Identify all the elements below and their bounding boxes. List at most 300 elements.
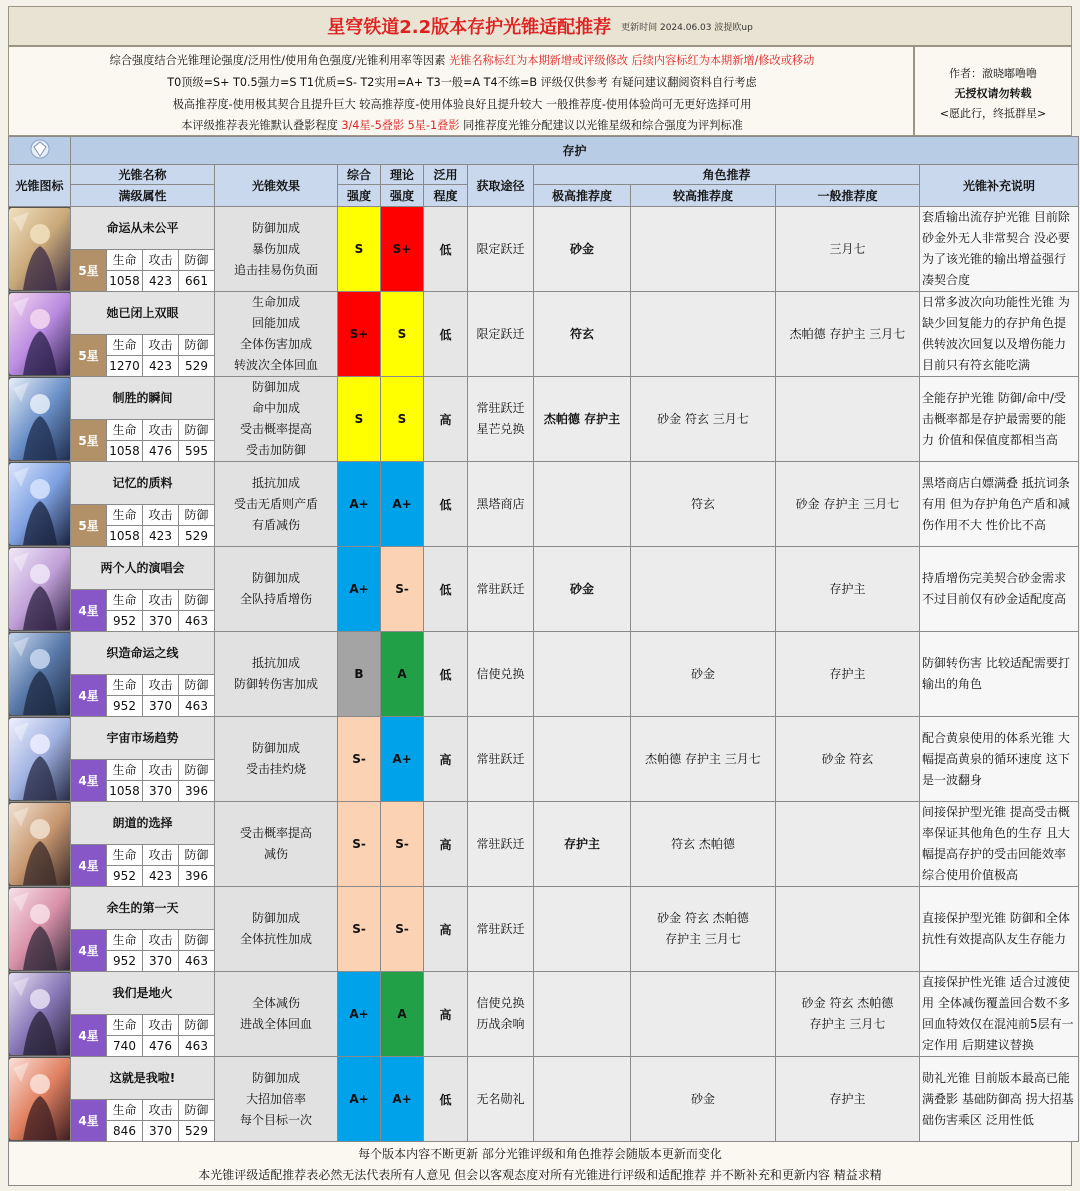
lightcone-art-icon [9, 718, 71, 800]
lightcone-note: 配合黄泉使用的体系光锥 大幅提高黄泉的循环速度 这下是一波翻身 [920, 717, 1079, 802]
col-theory-1: 理论 [381, 165, 424, 185]
stat-hp [107, 1099, 143, 1142]
stat-label: 攻击 [143, 675, 178, 696]
stat-value: 476 [149, 1038, 172, 1053]
col-theory-2: 强度 [381, 185, 424, 207]
very-high-recommend [534, 972, 631, 1057]
lightcone-art-icon [9, 1058, 71, 1140]
usage-level: 高 [424, 972, 468, 1057]
lightcone-note: 直接保护型光锥 防御和全体抗性有效提高队友生存能力 [920, 887, 1079, 972]
lightcone-art-icon [9, 973, 71, 1055]
high-recommend [631, 207, 776, 292]
overall-grade: A+ [338, 547, 381, 632]
stat-label: 防御 [179, 335, 214, 356]
stat-hp [107, 844, 143, 887]
role-line: 符玄 [569, 326, 594, 341]
effect-line: 防御加成 [251, 380, 300, 394]
lightcone-image-cell [9, 462, 71, 547]
stat-value: 1058 [109, 528, 140, 543]
very-high-recommend [534, 632, 631, 717]
effect-line: 回能加成 [251, 316, 300, 330]
normal-recommend [776, 207, 920, 292]
lightcone-effect [215, 887, 338, 972]
lightcone-name: 制胜的瞬间 [71, 377, 215, 420]
lightcone-image-cell [9, 377, 71, 462]
stat-atk [143, 674, 179, 717]
usage-level: 低 [424, 547, 468, 632]
lightcone-image-cell [9, 972, 71, 1057]
normal-recommend [776, 1057, 920, 1142]
col-name: 光锥名称 [71, 165, 215, 185]
preservation-path-icon [29, 138, 51, 160]
stat-value: 529 [185, 358, 208, 373]
effect-line: 全体伤害加成 [239, 337, 312, 351]
stat-label: 攻击 [143, 1100, 178, 1121]
stat-value: 370 [149, 953, 172, 968]
stat-value: 396 [185, 868, 208, 883]
overall-grade: B [338, 632, 381, 717]
stat-value: 952 [113, 613, 136, 628]
table-row [9, 462, 1079, 505]
high-recommend [631, 377, 776, 462]
stat-label: 攻击 [143, 250, 178, 271]
lightcone-table [8, 136, 1079, 1142]
high-recommend [631, 632, 776, 717]
lightcone-note: 间接保护型光锥 提高受击概率保证其他角色的生存 且大幅提高存护的受击回能效率 综合使用价值极高 [920, 802, 1079, 887]
stat-atk [143, 589, 179, 632]
rarity-badge: 4星 [71, 844, 107, 887]
role-line: 三月七 [829, 241, 866, 256]
lightcone-effect [215, 207, 338, 292]
stat-label: 生命 [107, 335, 142, 356]
stat-atk [143, 249, 179, 292]
lightcone-image-cell [9, 1057, 71, 1142]
stat-hp [107, 759, 143, 802]
stat-def [179, 1014, 215, 1057]
footer-line-1: 每个版本内容不断更新 部分光锥评级和角色推荐会随版本更新而变化 [358, 1147, 722, 1161]
stat-value: 396 [185, 783, 208, 798]
table-row [9, 802, 1079, 845]
stat-value: 1058 [109, 273, 140, 288]
table-row [9, 887, 1079, 930]
usage-level: 低 [424, 1057, 468, 1142]
stat-value: 463 [185, 698, 208, 713]
stat-hp [107, 504, 143, 547]
lightcone-effect [215, 462, 338, 547]
stat-hp [107, 589, 143, 632]
stat-label: 攻击 [143, 420, 178, 441]
table-row [9, 547, 1079, 590]
stat-atk [143, 1014, 179, 1057]
lightcone-art-icon [9, 888, 71, 970]
very-high-recommend [534, 207, 631, 292]
role-line: 杰帕德 存护主 三月七 [789, 326, 906, 341]
stat-label: 防御 [179, 675, 214, 696]
stat-value: 476 [149, 443, 172, 458]
source-line: 历战余响 [476, 1017, 525, 1031]
section-title: 存护 [71, 137, 1079, 165]
source-line: 信使兑换 [476, 996, 525, 1010]
acquire-source [468, 377, 534, 462]
rarity-badge: 5星 [71, 334, 107, 377]
role-line: 存护主 [829, 666, 866, 681]
overall-grade: A+ [338, 972, 381, 1057]
effect-line: 防御加成 [251, 571, 300, 585]
effect-line: 受击加防御 [245, 443, 306, 457]
stat-def [179, 249, 215, 292]
stat-label: 生命 [107, 590, 142, 611]
stat-atk [143, 504, 179, 547]
effect-line: 有盾减伤 [251, 517, 300, 532]
source-line: 常驻跃迁 [476, 751, 525, 766]
normal-recommend [776, 292, 920, 377]
author-box [914, 46, 1072, 136]
stat-label: 防御 [179, 505, 214, 526]
usage-level: 高 [424, 717, 468, 802]
stat-def [179, 589, 215, 632]
high-recommend [631, 462, 776, 547]
lightcone-art-icon [9, 803, 71, 885]
role-line: 存护主 [829, 1091, 866, 1106]
stat-def [179, 1099, 215, 1142]
lightcone-image-cell [9, 547, 71, 632]
lightcone-name: 这就是我啦! [71, 1057, 215, 1100]
high-recommend [631, 292, 776, 377]
effect-line: 每个目标一次 [239, 1112, 312, 1127]
effect-line: 受击无盾则产盾 [233, 496, 318, 511]
col-overall-1: 综合 [338, 165, 381, 185]
acquire-source [468, 292, 534, 377]
stat-label: 攻击 [143, 930, 178, 951]
stat-value: 370 [149, 613, 172, 628]
stat-value: 529 [185, 1123, 208, 1138]
lightcone-effect [215, 717, 338, 802]
lightcone-image-cell [9, 887, 71, 972]
acquire-source [468, 207, 534, 292]
stat-label: 生命 [107, 760, 142, 781]
rarity-badge: 4星 [71, 1014, 107, 1057]
stat-value: 423 [149, 273, 172, 288]
footer [8, 1141, 1072, 1186]
lightcone-effect [215, 1057, 338, 1142]
effect-line: 防御加成 [251, 741, 300, 755]
stat-atk [143, 929, 179, 972]
theory-grade: S [381, 292, 424, 377]
stat-label: 攻击 [143, 845, 178, 866]
effect-line: 暴伤加成 [251, 241, 300, 256]
lightcone-art-icon [9, 208, 71, 290]
stat-label: 攻击 [143, 1015, 178, 1036]
effect-line: 生命加成 [251, 295, 300, 309]
theory-grade: S- [381, 547, 424, 632]
copyright-notice: 无授权请勿转载 [954, 87, 1032, 100]
stat-hp [107, 1014, 143, 1057]
theory-grade: A [381, 972, 424, 1057]
lightcone-art-icon [9, 463, 71, 545]
role-line: 符玄 杰帕德 [671, 836, 735, 851]
stat-value: 423 [149, 528, 172, 543]
table-row [9, 377, 1079, 420]
normal-recommend [776, 887, 920, 972]
table-row [9, 972, 1079, 1015]
effect-line: 受击挂灼烧 [245, 762, 306, 776]
stat-value: 952 [113, 953, 136, 968]
stat-value: 952 [113, 868, 136, 883]
overall-grade: S+ [338, 292, 381, 377]
lightcone-name: 宇宙市场趋势 [71, 717, 215, 760]
normal-recommend [776, 717, 920, 802]
stat-hp [107, 419, 143, 462]
role-line: 符玄 [690, 496, 715, 511]
stat-atk [143, 334, 179, 377]
role-line: 存护主 三月七 [809, 1017, 886, 1031]
stat-value: 423 [149, 358, 172, 373]
note-line-4-red: 3/4星-5叠影 5星-1叠影 [341, 119, 460, 132]
normal-recommend [776, 377, 920, 462]
stat-value: 1058 [109, 443, 140, 458]
footer-line-2: 本光锥评级适配推荐表必然无法代表所有人意见 但会以客观态度对所有光锥进行评级和适配推荐 并不断补充和更新内容 精益求精 [198, 1168, 882, 1182]
lightcone-name: 余生的第一天 [71, 887, 215, 930]
very-high-recommend [534, 292, 631, 377]
stat-hp [107, 249, 143, 292]
usage-level: 低 [424, 462, 468, 547]
theory-grade: A+ [381, 717, 424, 802]
stat-label: 防御 [179, 845, 214, 866]
normal-recommend [776, 632, 920, 717]
note-line-1 [9, 52, 915, 68]
stat-hp [107, 929, 143, 972]
lightcone-note: 套盾输出流存护光锥 目前除砂金外无人非常契合 没必要为了该光锥的输出增益强行凑契合度 [920, 207, 1079, 292]
stat-hp [107, 334, 143, 377]
stat-def [179, 759, 215, 802]
acquire-source [468, 802, 534, 887]
table-row [9, 207, 1079, 250]
very-high-recommend [534, 717, 631, 802]
stat-label: 防御 [179, 420, 214, 441]
theory-grade: S- [381, 802, 424, 887]
usage-level: 低 [424, 632, 468, 717]
overall-grade: A+ [338, 462, 381, 547]
effect-line: 全队持盾增伤 [239, 592, 312, 606]
effect-line: 大招加倍率 [245, 1091, 306, 1106]
acquire-source [468, 632, 534, 717]
lightcone-effect [215, 972, 338, 1057]
effect-line: 全体减伤 [251, 996, 300, 1010]
col-note: 光锥补充说明 [920, 165, 1079, 207]
effect-line: 防御加成 [251, 1070, 300, 1085]
table-row [9, 717, 1079, 760]
effect-line: 防御加成 [251, 911, 300, 925]
theory-grade: S+ [381, 207, 424, 292]
stat-label: 生命 [107, 930, 142, 951]
effect-line: 进战全体回血 [239, 1017, 312, 1031]
effect-line: 防御加成 [251, 220, 300, 235]
stat-value: 846 [113, 1123, 136, 1138]
stat-value: 1270 [109, 358, 140, 373]
stat-label: 攻击 [143, 760, 178, 781]
lightcone-note: 勋礼光锥 目前版本最高已能满叠影 基础防御高 拐大招基础伤害乘区 泛用性低 [920, 1057, 1079, 1142]
stat-label: 攻击 [143, 335, 178, 356]
effect-line: 全体抗性加成 [239, 932, 312, 946]
lightcone-art-icon [9, 293, 71, 375]
note-line-3: 极高推荐度-使用极其契合且提升巨大 较高推荐度-使用体验良好且提升较大 一般推荐度-使用体验尚可无更好选择可用 [172, 98, 752, 111]
stat-value: 463 [185, 1038, 208, 1053]
theory-grade: A [381, 632, 424, 717]
col-icon: 光锥图标 [9, 165, 71, 207]
lightcone-note: 全能存护光锥 防御/命中/受击概率都是存护最需要的能力 价值和保值度都相当高 [920, 377, 1079, 462]
lightcone-image-cell [9, 632, 71, 717]
col-high: 较高推荐度 [631, 185, 776, 207]
theory-grade: S [381, 377, 424, 462]
theory-grade: S- [381, 887, 424, 972]
acquire-source [468, 717, 534, 802]
table-body [9, 207, 1079, 1142]
stat-def [179, 929, 215, 972]
update-time: 更新时间 2024.06.03 波提欧up [621, 22, 753, 33]
stat-def [179, 674, 215, 717]
effect-line: 受击概率提高 [239, 826, 312, 840]
col-normal: 一般推荐度 [776, 185, 920, 207]
lightcone-effect [215, 632, 338, 717]
effect-line: 命中加成 [251, 401, 300, 415]
title-bar [8, 6, 1072, 46]
high-recommend [631, 547, 776, 632]
role-line: 砂金 [569, 241, 594, 256]
lightcone-note: 黑塔商店白嫖满叠 抵抗词条有用 但为存护角色产盾和减伤作用不大 性价比不高 [920, 462, 1079, 547]
note-line-1-red: 光锥名称标红为本期新增或评级修改 后续内容标红为本期新增/修改或移动 [448, 54, 815, 67]
table-row [9, 1057, 1079, 1100]
lightcone-image-cell [9, 802, 71, 887]
very-high-recommend [534, 1057, 631, 1142]
stat-value: 370 [149, 698, 172, 713]
source-line: 常驻跃迁 [476, 836, 525, 851]
overall-grade: S [338, 207, 381, 292]
stat-atk [143, 844, 179, 887]
very-high-recommend [534, 887, 631, 972]
note-line-2: T0顶级=S+ T0.5强力=S T1优质=S- T2实用=A+ T3一般=A T4不练=B 评级仅供参考 有疑问建议翻阅资料自行考虑 [167, 76, 757, 89]
rarity-badge: 4星 [71, 674, 107, 717]
role-line: 存护主 [563, 836, 600, 851]
role-line: 存护主 [829, 581, 866, 596]
col-attr: 满级属性 [71, 185, 215, 207]
stat-label: 防御 [179, 930, 214, 951]
stat-value: 529 [185, 528, 208, 543]
col-source: 获取途径 [468, 165, 534, 207]
very-high-recommend [534, 462, 631, 547]
lightcone-note: 日常多波次向功能性光锥 为缺少回复能力的存护角色提供转波次回复以及增伤能力 目前只有符玄能吃满 [920, 292, 1079, 377]
stat-label: 防御 [179, 250, 214, 271]
lightcone-effect [215, 292, 338, 377]
high-recommend [631, 887, 776, 972]
path-icon-cell [9, 137, 71, 165]
col-very-high: 极高推荐度 [534, 185, 631, 207]
source-line: 常驻跃迁 [476, 921, 525, 936]
rarity-badge: 5星 [71, 419, 107, 462]
stat-value: 661 [185, 273, 208, 288]
lightcone-note: 持盾增伤完美契合砂金需求 不过目前仅有砂金适配度高 [920, 547, 1079, 632]
lightcone-name: 朗道的选择 [71, 802, 215, 845]
source-line: 黑塔商店 [476, 496, 525, 511]
normal-recommend [776, 462, 920, 547]
stat-label: 防御 [179, 1100, 214, 1121]
lightcone-name: 两个人的演唱会 [71, 547, 215, 590]
role-line: 砂金 [690, 1091, 715, 1106]
col-overall-2: 强度 [338, 185, 381, 207]
effect-line: 减伤 [263, 847, 288, 861]
role-line: 砂金 [569, 581, 594, 596]
acquire-source [468, 1057, 534, 1142]
stat-label: 防御 [179, 590, 214, 611]
note-line-1-text: 综合强度结合光锥理论强度/泛用性/使用角色强度/光锥利用率等因素 [109, 54, 449, 67]
stat-value: 370 [149, 1123, 172, 1138]
effect-line: 防御转伤害加成 [233, 677, 318, 691]
role-line: 砂金 [690, 666, 715, 681]
stat-value: 423 [149, 868, 172, 883]
normal-recommend [776, 802, 920, 887]
very-high-recommend [534, 547, 631, 632]
stat-atk [143, 1099, 179, 1142]
lightcone-note: 防御转伤害 比较适配需要打输出的角色 [920, 632, 1079, 717]
overall-grade: S [338, 377, 381, 462]
acquire-source [468, 887, 534, 972]
lightcone-effect [215, 377, 338, 462]
normal-recommend [776, 972, 920, 1057]
high-recommend [631, 802, 776, 887]
usage-level: 低 [424, 292, 468, 377]
role-line: 杰帕德 存护主 [543, 411, 621, 426]
stat-value: 952 [113, 698, 136, 713]
rarity-badge: 4星 [71, 589, 107, 632]
overall-grade: S- [338, 887, 381, 972]
high-recommend [631, 1057, 776, 1142]
lightcone-name: 织造命运之线 [71, 632, 215, 675]
stat-label: 防御 [179, 1015, 214, 1036]
stat-def [179, 504, 215, 547]
lightcone-name: 命运从未公平 [71, 207, 215, 250]
lightcone-image-cell [9, 717, 71, 802]
stat-atk [143, 419, 179, 462]
stat-value: 370 [149, 783, 172, 798]
lightcone-image-cell [9, 207, 71, 292]
theory-grade: A+ [381, 1057, 424, 1142]
acquire-source [468, 462, 534, 547]
stat-hp [107, 674, 143, 717]
rating-notes [8, 46, 914, 136]
overall-grade: S- [338, 717, 381, 802]
stat-label: 生命 [107, 845, 142, 866]
overall-grade: A+ [338, 1057, 381, 1142]
author-motto: <愿此行，终抵群星> [939, 107, 1047, 120]
usage-level: 高 [424, 802, 468, 887]
role-line: 砂金 存护主 三月七 [795, 496, 900, 511]
stat-value: 740 [113, 1038, 136, 1053]
col-roles: 角色推荐 [534, 165, 920, 185]
usage-level: 低 [424, 207, 468, 292]
stat-label: 生命 [107, 420, 142, 441]
effect-line: 追击挂易伤负面 [233, 262, 318, 277]
source-line: 信使兑换 [476, 666, 525, 681]
lightcone-image-cell [9, 292, 71, 377]
table-row [9, 292, 1079, 335]
source-line: 常驻跃迁 [476, 581, 525, 596]
page-title: 星穹铁道2.2版本存护光锥适配推荐 [327, 17, 612, 38]
effect-line: 转波次全体回血 [233, 358, 318, 372]
role-line: 砂金 符玄 杰帕德 [801, 996, 894, 1010]
stat-label: 生命 [107, 675, 142, 696]
source-line: 星芒兑换 [476, 422, 525, 436]
stat-def [179, 419, 215, 462]
rarity-badge: 5星 [71, 504, 107, 547]
